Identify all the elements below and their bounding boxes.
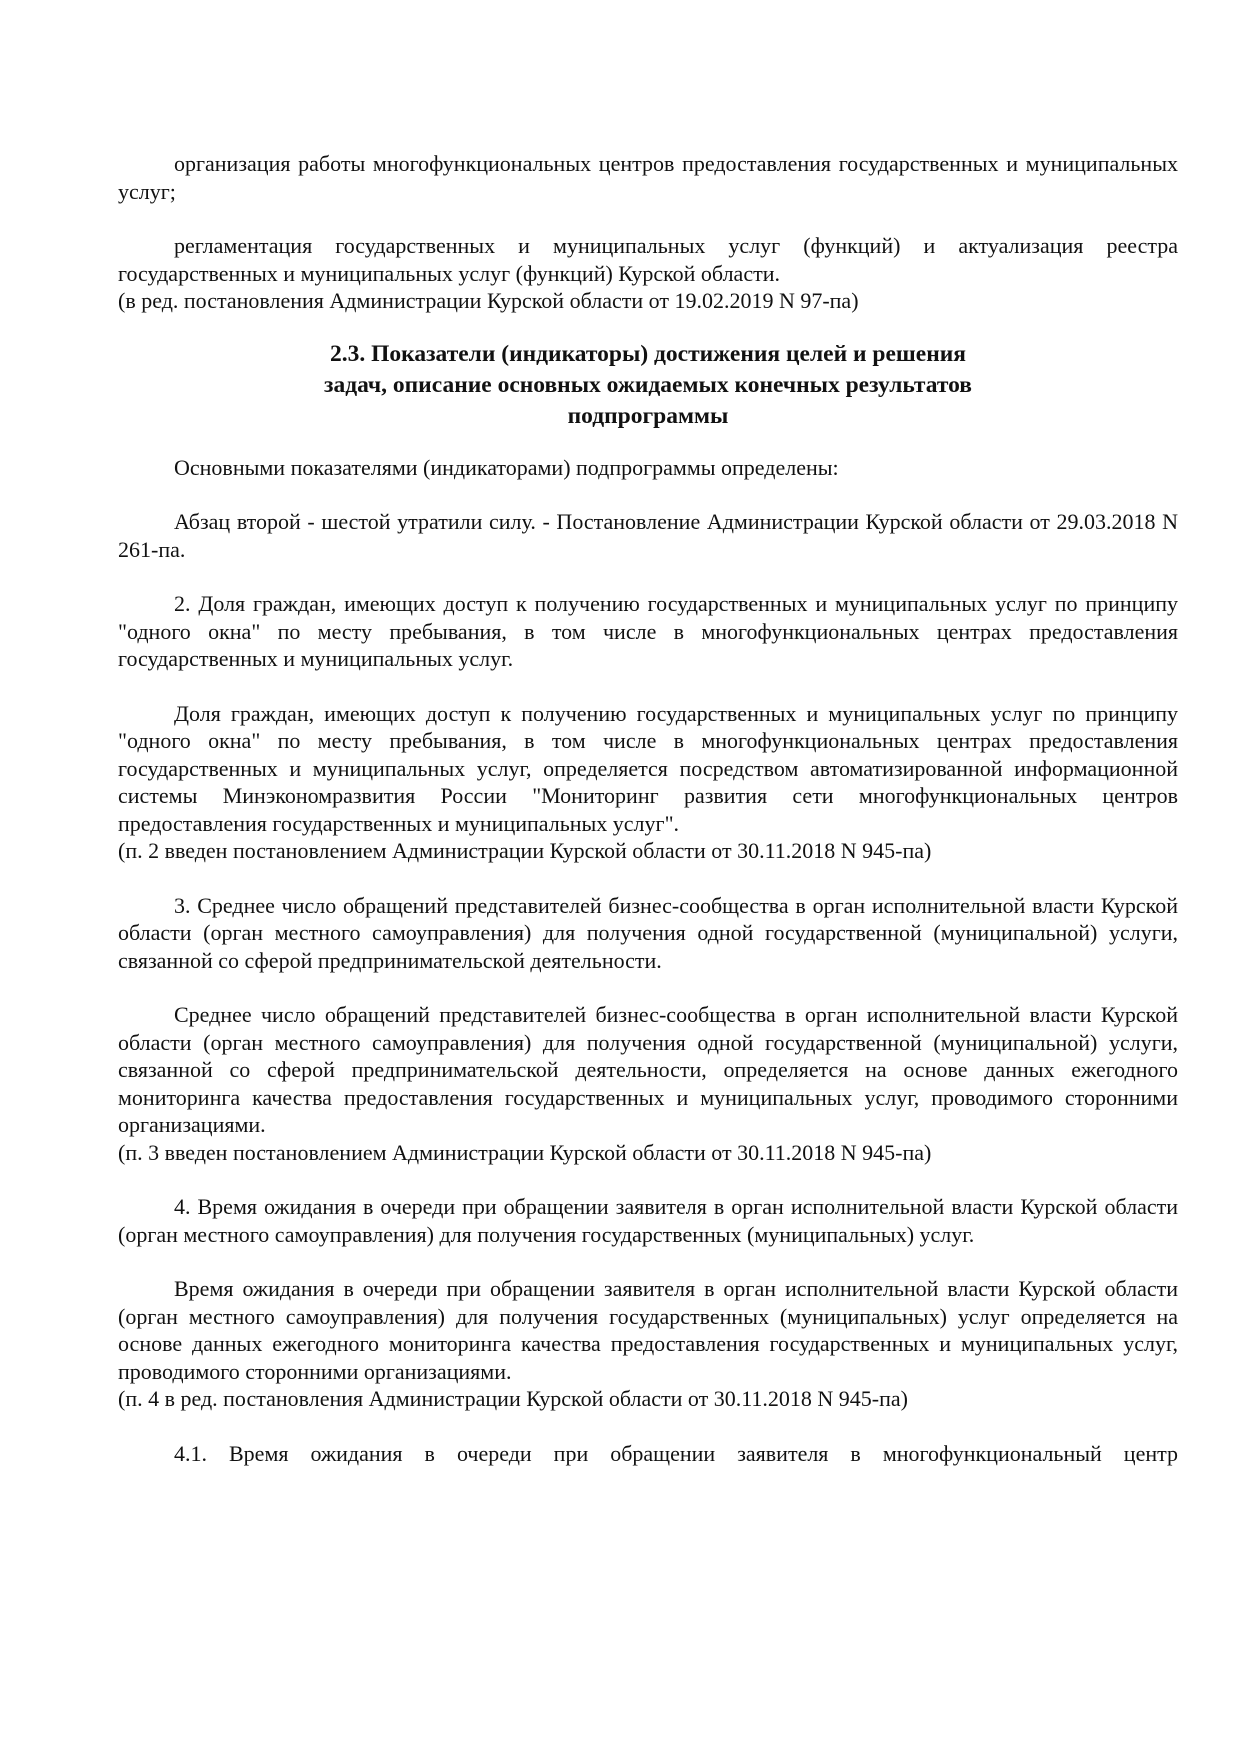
document-page <box>118 150 1178 1467</box>
paragraph-indicators-intro: Основными показателями (индикаторами) подпрограммы определены: <box>174 454 839 480</box>
paragraph-mfc-organization: организация работы многофункциональных центров предоставления государственных и муниципальных услуг; <box>118 151 1178 204</box>
paragraph-indicator-2: 2. Доля граждан, имеющих доступ к получению государственных и муниципальных услуг по принципу "одного окна" по месту пребывания, в том числе в многофункциональных центрах предоставления государственных и муниципальных услуг. <box>118 591 1178 671</box>
paragraph-indicator-4: 4. Время ожидания в очереди при обращении заявителя в орган исполнительной власти Курской области (орган местного самоуправления) для получения государственных (муниципальных) услуг. <box>118 1194 1178 1247</box>
spacer <box>118 673 1178 700</box>
paragraph-indicator-4-1: 4.1. Время ожидания в очереди при обращении заявителя в многофункциональный центр <box>174 1440 1178 1466</box>
spacer <box>118 865 1178 892</box>
section-heading <box>118 339 1178 432</box>
heading-line-2: задач, описание основных ожидаемых конечных результатов <box>324 371 972 398</box>
paragraph-regulation: регламентация государственных и муниципальных услуг (функций) и актуализация реестра государственных и муниципальных услуг (функций) Курской области. <box>118 233 1178 286</box>
amendment-note: (п. 3 введен постановлением Администрации Курской области от 30.11.2018 N 945-па) <box>118 1139 932 1165</box>
spacer <box>118 563 1178 590</box>
paragraph-indicator-2-method: Доля граждан, имеющих доступ к получению государственных и муниципальных услуг по принципу "одного окна" по месту пребывания, в том числе в многофункциональных центрах предоставления государственных и муниципальных услуг, определяется посредством автоматизированной информационной системы Минэкономразвития России "Мониторинг развития сети многофункциональных центров предоставления государственных и муниципальных услуг". <box>118 700 1178 836</box>
spacer <box>118 974 1178 1001</box>
paragraph-indicator-3-method: Среднее число обращений представителей бизнес-сообщества в орган исполнительной власти Курской области (орган местного самоуправления) для получения одной государственной (муниципальной) услуги, связанной со сферой предпринимательской деятельности, определяется на основе данных ежегодного мониторинга качества предоставления государственных и муниципальных услуг, проводимого сторонними организациями. <box>118 1002 1178 1137</box>
amendment-note: (п. 2 введен постановлением Администрации Курской области от 30.11.2018 N 945-па) <box>118 838 932 863</box>
heading-line-1: 2.3. Показатели (индикаторы) достижения целей и решения <box>330 340 966 367</box>
spacer <box>118 1413 1178 1440</box>
paragraph-indicator-3: 3. Среднее число обращений представителей бизнес-сообщества в орган исполнительной власти Курской области (орган местного самоуправления) для получения одной государственной (муниципальной) услуги, связанной со сферой предпринимательской деятельности. <box>118 892 1178 973</box>
spacer <box>118 481 1178 508</box>
heading-line-3: подпрограммы <box>567 402 729 429</box>
amendment-note: (п. 4 в ред. постановления Администрации Курской области от 30.11.2018 N 945-па) <box>118 1386 908 1411</box>
paragraph-indicator-4-method: Время ожидания в очереди при обращении заявителя в орган исполнительной власти Курской области (орган местного самоуправления) для получения государственных (муниципальных) услуг определяется на основе данных ежегодного мониторинга качества предоставления государственных и муниципальных услуг, проводимого сторонними организациями. <box>118 1276 1178 1384</box>
amendment-note: (в ред. постановления Администрации Курской области от 19.02.2019 N 97-па) <box>118 288 859 313</box>
spacer <box>118 1248 1178 1275</box>
spacer <box>118 205 1178 232</box>
spacer <box>118 1166 1178 1193</box>
paragraph-repealed: Абзац второй - шестой утратили силу. - Постановление Администрации Курской области от 29.03.2018 N 261-па. <box>118 509 1178 562</box>
